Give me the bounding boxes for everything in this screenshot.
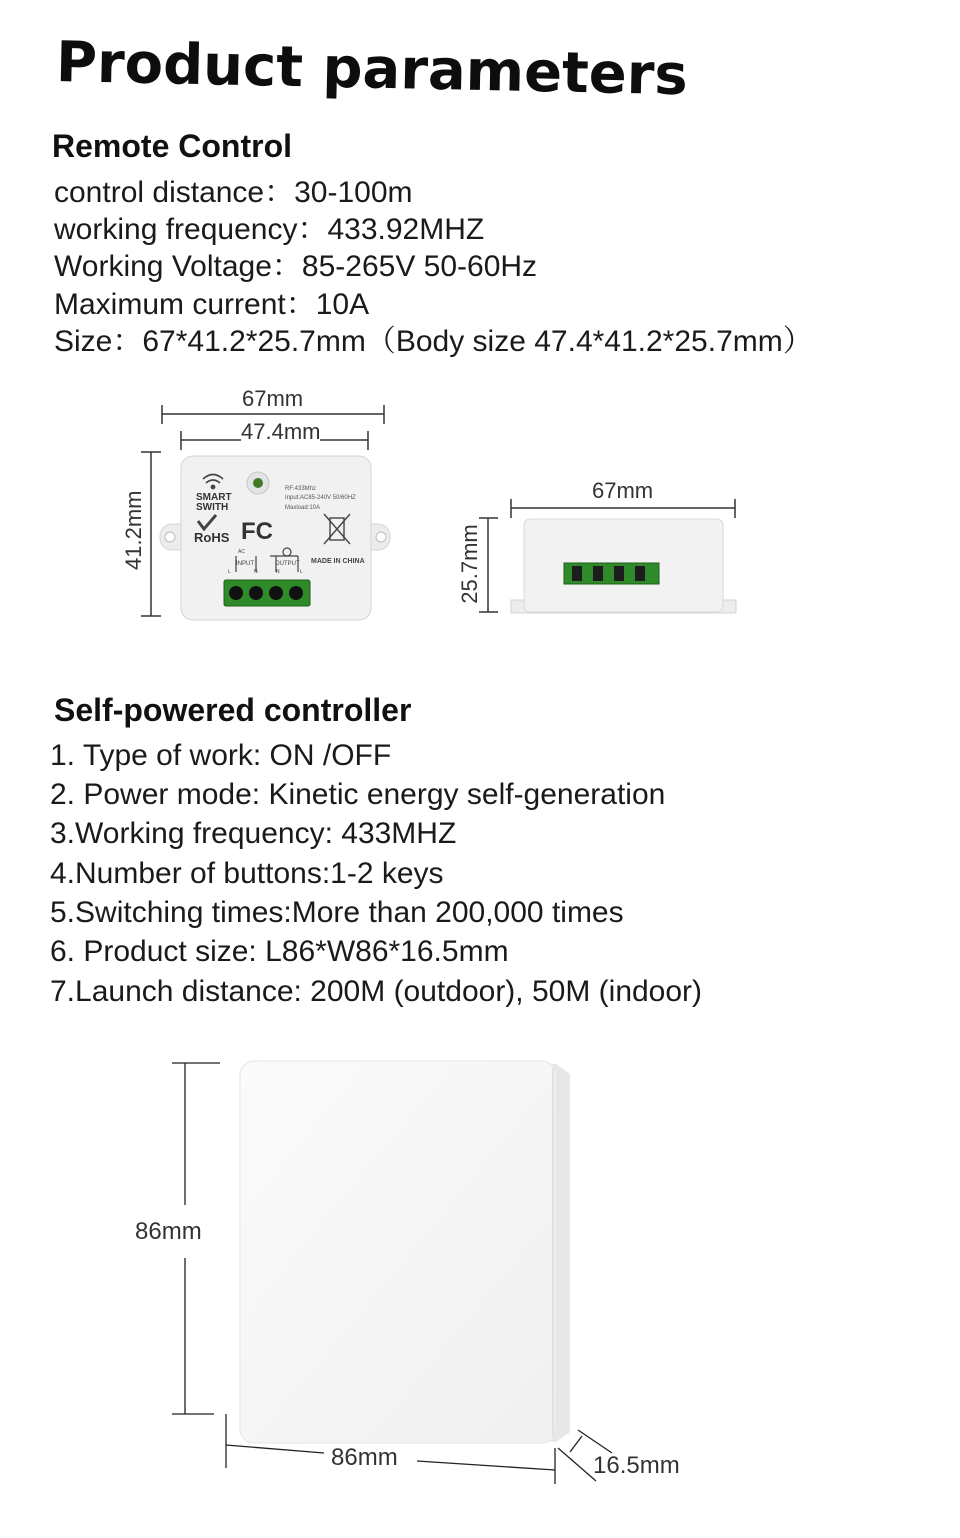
switch-panel-image (240, 1061, 570, 1443)
remote-spec-line: Maximum current：10A (54, 288, 370, 321)
remote-spec-line: Size：67*41.2*25.7mm（Body size 47.4*41.2*25.7mm） (54, 325, 813, 358)
terminal-n1-label: N (254, 569, 258, 575)
side-height-label: 25.7mm (457, 524, 482, 604)
controller-spec-line: 5.Switching times:More than 200,000 times (50, 896, 624, 929)
side-width-label: 67mm (592, 478, 654, 503)
fc-logo: FC (241, 518, 273, 545)
rf-label: RF:433Mhz (285, 486, 317, 492)
smart-label: SMART (196, 492, 232, 503)
controller-spec-line: 4.Number of buttons:1-2 keys (50, 857, 444, 890)
controller-spec-line: 7.Launch distance: 200M (outdoor), 50M (indoor) (50, 975, 703, 1008)
ac-label: AC (238, 549, 245, 555)
terminal-l1-label: L (228, 569, 231, 575)
controller-spec-line: 2. Power mode: Kinetic energy self-generation (50, 778, 666, 811)
panel-depth-label: 16.5mm (593, 1452, 680, 1479)
remote-spec-line: working frequency：433.92MHZ (54, 213, 485, 246)
rohs-label: RoHS (194, 530, 230, 545)
front-width-body-label: 47.4mm (241, 419, 321, 444)
swith-label: SWITH (196, 502, 229, 513)
front-height-label: 41.2mm (121, 490, 146, 570)
output-terminal-label: OUTPUT (275, 561, 300, 567)
remote-spec-line: Working Voltage：85-265V 50-60Hz (54, 250, 538, 283)
terminal-n2-label: N (276, 569, 280, 575)
panel-width-label: 86mm (331, 1444, 398, 1471)
controller-heading: Self-powered controller (54, 692, 412, 728)
controller-spec-line: 1. Type of work: ON /OFF (50, 739, 392, 772)
remote-spec-line: control distance：30-100m (54, 176, 413, 209)
maxload-label: Maxload:10A (285, 505, 321, 511)
terminal-l2-label: L (300, 569, 303, 575)
panel-height-label: 86mm (135, 1218, 202, 1245)
controller-spec-line: 6. Product size: L86*W86*16.5mm (50, 935, 509, 968)
made-in-china-label: MADE IN CHINA (311, 558, 365, 565)
remote-control-heading: Remote Control (52, 128, 292, 164)
input-rating-label: Input:AC85-240V 50/60HZ (285, 495, 356, 501)
controller-spec-line: 3.Working frequency: 433MHZ (50, 817, 457, 850)
front-width-total-label: 67mm (242, 386, 304, 411)
input-terminal-label: INPUT (236, 561, 254, 567)
page-title: Product parameters (55, 30, 689, 109)
